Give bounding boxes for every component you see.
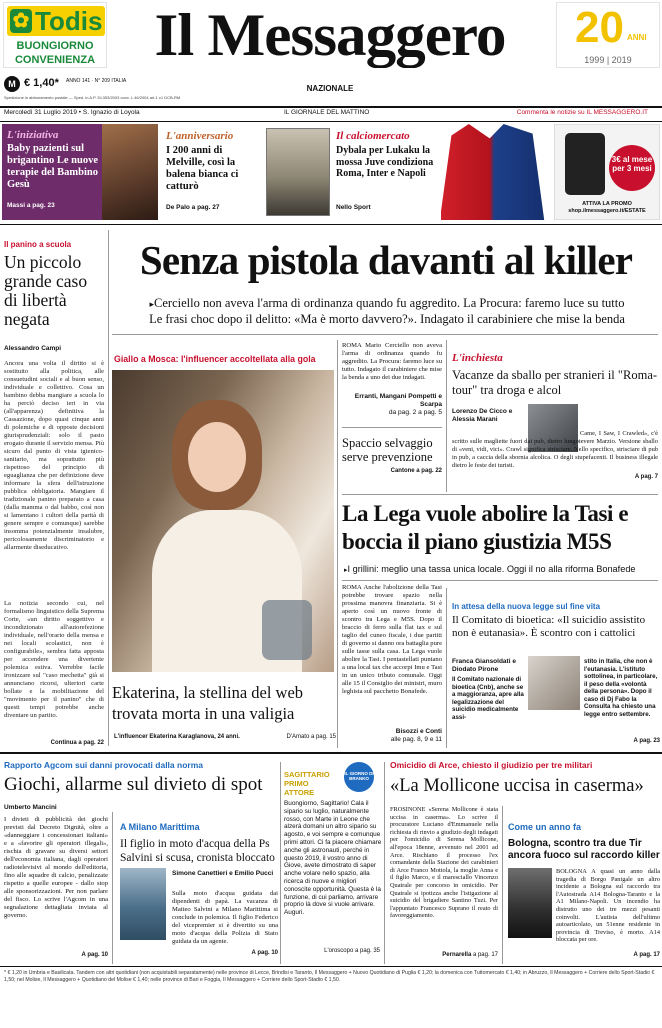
lead-deck — [114, 296, 660, 327]
lega-deck: ▸I grillini: meglio una tassa unica locale. Oggi il no alla riforma Bonafede — [344, 564, 636, 574]
inquiry-kicker: L'inchiesta — [452, 352, 503, 364]
bioethics-ref: A pag. 23 — [633, 738, 660, 744]
authors-ref: da pag. 2 a pag. 5 — [388, 409, 442, 416]
comment-link[interactable]: Commenta le notizie su IL MESSAGGERO.IT — [516, 109, 648, 116]
horoscope-text: Buongiorno, Sagittario! Cala il sipario su luglio, naturalmente rosso, con Marte in Leone che alzerà domani un altro sipario su agosto, e voi sempre e comunque primi attori. Ci fa piacere chiamare anche gli astronauti, perché in questo 2019, il vostro anno di Giove, avete dimostrato di saper anche volare nello spazio, alla ricerca di nuove e migliori conoscite opportunità. Questa è la funzione, di cui parliamo, arrivare proprio là dove si vuole arrivare. Auguri. — [284, 800, 382, 917]
teaser-ref: De Palo a pag. 27 — [166, 204, 220, 211]
lega-ref: alle pag. 8, 9 e 11 — [390, 736, 442, 743]
dateline — [4, 108, 658, 119]
promo-cta[interactable]: ATTIVA LA PROMO shop.ilmessaggero.it/ESTATE — [568, 201, 646, 214]
inquiry-text: Came, I Saw, I Crawled», c'è scritto sulle magliette fuori dai pub, dietro lungotevere Marzio. Versione sballo di «veni, vidi, vici». Crawl significa strisciare. Nello specifico, strisciare di pub in pub, a caccia della sbornia alcolica. O degli stupefacenti. Il business illegale dietro le feste dei turisti. — [452, 430, 658, 469]
lead-body: ROMA Mario Cerciello non aveva l'arma di ordinanza quando fu aggredito. La Procura: faremo luce su tutto. Indagato il carabiniere che mise la benda a uno dei due indagati. — [342, 342, 442, 381]
teaser-kicker: L'anniversario — [166, 130, 234, 142]
anniversary-number: 20 — [575, 3, 624, 52]
truck-fire-photo — [508, 868, 552, 938]
lega-author-names: Bisozzi e Conti — [395, 728, 442, 735]
arce-kicker: Omicidio di Arce, chiesto il giudizio per tre militari — [390, 760, 593, 770]
todis-brand: Todis — [35, 6, 103, 36]
agcom-ref: A pag. 10 — [81, 952, 108, 958]
sidebar-text: Ancora una volta il diritto si è sostituito alla politica, alle consuetudini sociali e al buon senso, individuale e collettivo. Cosa un bambino debba mangiare a scuola lo ha perciò deciso ieri in via (all'apparenza) definitiva la Cassazione, dopo quasi cinque anni di polemiche e di opposte decisioni giurisprudenziali: solo il pasto erogato durante il servizio mensa. Più sicuro dal punto di vista igienico-sanitario, ma soprattutto più rispettoso del principio di eguaglianza che per definizione deve informare la sfera dell'istruzione pubblica obbligatoria. Mangiare il tradizionale panino preparato a casa (dalla mamma o dal babbo, così non si lamentano i cultori della parità di genere sempre e comunque) sarebbe insomma potenzialmente insalubre, pericolosamente discriminatorio e allarmente diseducativo. — [4, 360, 104, 551]
promo-ad[interactable] — [554, 124, 660, 220]
branko-badge-icon — [344, 762, 374, 792]
arce-text: FROSINONE «Serena Mollicone è stata uccisa in caserma». Lo scrive il procuratore Luciano d'Emmanuele nella richiesta di rinvio a giudizio degli indagati per l'omicidio di Serena Mollicone, all'epoca 18enne, avvenuto nel 2001 ad Arce. Rischiano il processo l'ex comandante della Stazione dei carabinieri di Arce Franco Mottola, la moglie Anna e il figlio Marco, e il maresciallo Vincenzo Quatrale per concorso in omicidio. Per Quatrale si ipotizza anche l'istigazione al suicidio del brigadiere Santino Tuzi. Per l'appuntato Francesco Suprano il reato di favoreggiamento. — [390, 806, 498, 920]
todis-ad[interactable] — [3, 2, 107, 68]
agcom-author: Umberto Mancini — [4, 804, 57, 811]
hospital-photo — [528, 656, 580, 710]
motto: IL GIORNALE DEL MATTINO — [284, 109, 370, 116]
todis-logo-icon: ✿ — [10, 9, 32, 33]
anniversary-badge — [556, 2, 660, 68]
anniversary-years: 1999 | 2019 — [584, 55, 632, 65]
anniversary-label: ANNI — [627, 33, 647, 42]
date: Mercoledì 31 Luglio 2019 • S. Ignazio di Loyola — [4, 109, 140, 116]
lega-authors — [342, 728, 442, 744]
bioethics-authors: Franca Giansoldati e Diodato Pirone — [452, 658, 516, 673]
jetski-photo — [120, 868, 166, 940]
lead-headline[interactable]: Senza pistola davanti al killer — [139, 237, 633, 283]
teaser-iniziativa[interactable] — [2, 124, 158, 220]
postal-small: Spedizione in abbonamento postale — Sped. in A.P. DL353/2003 conv. L.46/2004 art.1 c1 DCB-RM — [4, 95, 181, 100]
bologna-kicker: Come un anno fa — [508, 822, 582, 832]
teaser-ref: Massi a pag. 23 — [7, 202, 55, 209]
teaser-kicker: Il calciomercato — [336, 130, 410, 142]
promo-price: 3€ al mese per 3 mesi — [609, 145, 655, 191]
footer-note: * € 1,20 in Umbria e Basilicata. Tandem con altri quotidiani (non acquistabili separatamente) nelle province di Lecce, Brindisi e Taranto, Il Messaggero + Nuovo Quotidiano di Puglia € 1,20; la domenica con Tuttomercato € 1,40; in Abruzzo, Il Messaggero + Corriere dello Sport-Stadio € 1,50; nel Molise, Il Messaggero + Quotidiano del Molise € 1,40; nelle province di Bari e Foggia, Il Messaggero + Corriere dello Sport-Stadio € 1,50. — [4, 970, 655, 983]
inquiry-title[interactable]: Vacanze da sballo per stranieri il "Roma-tour" tra droga e alcol — [452, 368, 658, 397]
bioethics-text-2: stito in Italia, che non è l'eutanasia. L'istituto sottolinea, in particolare, il peso della «volontà della persona». Dopo il caso di Dj Fabo la Consulta ha chiesto una legge entro settembre. — [584, 658, 658, 718]
agcom-text: I divieti di pubblicità dei giochi previsti dal Decreto Dignità, oltre a «danneggiare i concessionari italiani» e a «favorire gli operatori illegali», rischia di gravare su diversi settori dell'economia italiana, dagli operatori radiotelevisivi al mondo dell'editoria, fino alle squadre di calcio, penalizzate rispetto a quelle europee - dallo stop alle sponsorizzazioni. Per non parlare del fisco. Lo scrive l'Agcom in una segnalazione dettagliata inviata al governo. — [4, 816, 108, 919]
teaser-kicker: L'iniziativa — [7, 129, 59, 141]
bioethics-text: Il Comitato nazionale di bioetica (Cnb), anche se a maggioranza, apre alla legalizzazione del suicidio medicalmente assi- — [452, 676, 524, 721]
inquiry-authors: Lorenzo De Cicco e Alessia Marani — [452, 408, 513, 423]
milano-authors: Simone Canettieri e Emilio Pucci — [172, 870, 274, 877]
lega-body: ROMA Anche l'abolizione della Tasi potrebbe trovare spazio nella prossima manovra finanziaria. Si è aperto così un nuovo fronte di scontro tra Lega e M5S. Dopo il braccio di ferro sulla flat tax e sul taglio del cuneo fiscale, i due partiti di governo si danno ora battaglia pure sulle tasse sulla casa. La Lega vuole abolire la Tasi. I pentastellati puntano a una local tax che accorpi Imu e Tasi in un unico tributo comunale. Oggi alle 15 il Consiglio dei ministri, muro leghista sul pacchetto Bonafede. — [342, 584, 442, 695]
price: € 1,40* — [24, 77, 59, 89]
arce-ref: a pag. 17 — [472, 952, 498, 958]
authors-names: Erranti, Mangani Pompetti e Scarpa — [354, 393, 442, 408]
sidebar-author: Alessandro Campi — [4, 345, 62, 352]
lega-headline[interactable]: La Lega vuole abolire la Tasi e boccia il piano giustizia M5S — [342, 501, 629, 554]
masthead-title[interactable]: Il Messaggero — [154, 2, 506, 68]
milano-ref: A pag. 10 — [251, 950, 278, 956]
horoscope-kicker: SAGITTARIO PRIMO ATTORE — [284, 770, 330, 797]
teaser-title: Dybala per Lukaku la mossa Juve condiziona Roma, Inter e Napoli — [336, 145, 434, 179]
price-block — [4, 76, 204, 106]
footballers-photo — [434, 124, 550, 220]
sidebar-ref: Continua a pag. 22 — [50, 740, 104, 746]
deck-line-1: ▸Cerciello non aveva l'arma di ordinanza quando fu aggredito. La Procura: faremo luce su tutto — [149, 296, 625, 310]
sidebar-title: Un piccolo grande caso di libertà negata — [4, 252, 88, 329]
horoscope-ref: L'oroscopo a pag. 35 — [324, 948, 380, 954]
phone-icon — [565, 133, 605, 195]
brigantino-photo — [102, 124, 158, 220]
price-logo-icon: M — [4, 76, 20, 92]
teaser-title: I 200 anni di Melville, così la balena bianca ci catturò — [166, 145, 239, 192]
todis-line1: BUONGIORNO — [16, 40, 94, 52]
bologna-title[interactable]: Bologna, scontro tra due Tir ancora fuoco sul raccordo killer — [508, 838, 660, 861]
whale-illustration — [266, 128, 330, 216]
agcom-title[interactable]: Giochi, allarme sul divieto di spot — [4, 774, 263, 795]
milano-kicker: A Milano Marittima — [120, 822, 200, 832]
milano-title[interactable]: Il figlio in moto d'acqua della Ps Salvini si scusa, cronista bloccato — [120, 838, 275, 864]
inquiry-ref: A pag. 7 — [634, 474, 658, 480]
bioethics-title[interactable]: Il Comitato di bioetica: «Il suicidio assistito non è eutanasia». È scontro con i cattolici — [452, 614, 646, 639]
milano-text: Sulla moto d'acqua guidata dai dipendenti di papà. La vacanza di Matteo Salvini a Milano Marittima si conclude in polemica. Il figlio Federico del vicepremier si è divertito su una moto d'acqua della Polizia di Stato guidata da un agente. — [172, 890, 278, 945]
photo-story-kicker: Giallo a Mosca: l'influencer accoltellata alla gola — [114, 354, 316, 364]
sidebar-editorial — [4, 240, 104, 748]
ekaterina-photo — [112, 370, 334, 672]
arce-title[interactable]: «La Mollicone uccisa in caserma» — [390, 776, 644, 796]
sidebar-kicker: Il panino a scuola — [4, 240, 72, 249]
sidebar-text-2: La notizia secondo cui, nel formalismo linguistico della Suprema Corte, «un diritto soggettivo e incondizionato all'autorefezione individuale, nell'orario della mensa e nei locali scolastici, non è configurabile», sembra fatta apposta per accendere una divertente polemica estiva. Verrebbe facile ironizzare sul "caso mechetta" già si annunciano ricorsi, ulteriori carte bollate e la mobilitazione del "movimento per il panino" che di questi tempi potrebbe anche diventare un partito. — [4, 600, 104, 719]
caption-text: L'influencer Ekaterina Karaglanova, 24 anni. — [114, 734, 240, 740]
lead-authors — [342, 393, 442, 417]
agcom-kicker: Rapporto Agcom sui danni provocati dalla norma — [4, 760, 203, 770]
teaser-title: Baby pazienti sul brigantino Le nuove terapie del Bambino Gesù — [7, 143, 99, 190]
price-details: ANNO 141 · N° 209 ITALIA — [66, 78, 127, 84]
bologna-text: BOLOGNA A quasi un anno dalla tragedia di Borgo Panigale un altro incidente a Bologna sul raccordo tra l'Autostrada A14 Bologna-Taranto e la A1 Milano-Napoli. Un incendio ha distrutto uno dei tre mezzi pesanti coinvolti. L'autista dell'ultimo autoarticolato, un 51enne residente in provincia di Treviso, è morto. A14 bloccata per ore. — [556, 868, 660, 944]
todis-line2: CONVENIENZA — [14, 54, 96, 66]
bioethics-kicker: In attesa della nuova legge sul fine vita — [452, 602, 601, 611]
photo-caption — [114, 734, 336, 740]
photo-story-title[interactable]: Ekaterina, la stellina del web trovata morta in una valigia — [112, 683, 304, 723]
arce-authors — [390, 952, 498, 958]
teaser-anniversario[interactable] — [162, 124, 332, 220]
bologna-ref: A pag. 17 — [633, 952, 660, 958]
teaser-calciomercato[interactable] — [336, 124, 550, 220]
teaser-ref: Nello Sport — [336, 204, 371, 211]
branko-badge-text: IL GIORNO DI BRANKO — [344, 771, 374, 781]
side-title[interactable]: Spaccio selvaggio serve prevenzione — [342, 436, 433, 464]
deck-line-2: Le frasi choc dopo il delitto: «Ma è morto davvero?». Indagato il carabiniere che mise la benda — [149, 312, 625, 326]
arce-author-names: Pernarella — [442, 952, 472, 958]
edition-label: NAZIONALE — [306, 84, 354, 93]
caption-ref: D'Amato a pag. 15 — [286, 734, 336, 740]
side-ref: Cantone a pag. 22 — [390, 468, 442, 474]
